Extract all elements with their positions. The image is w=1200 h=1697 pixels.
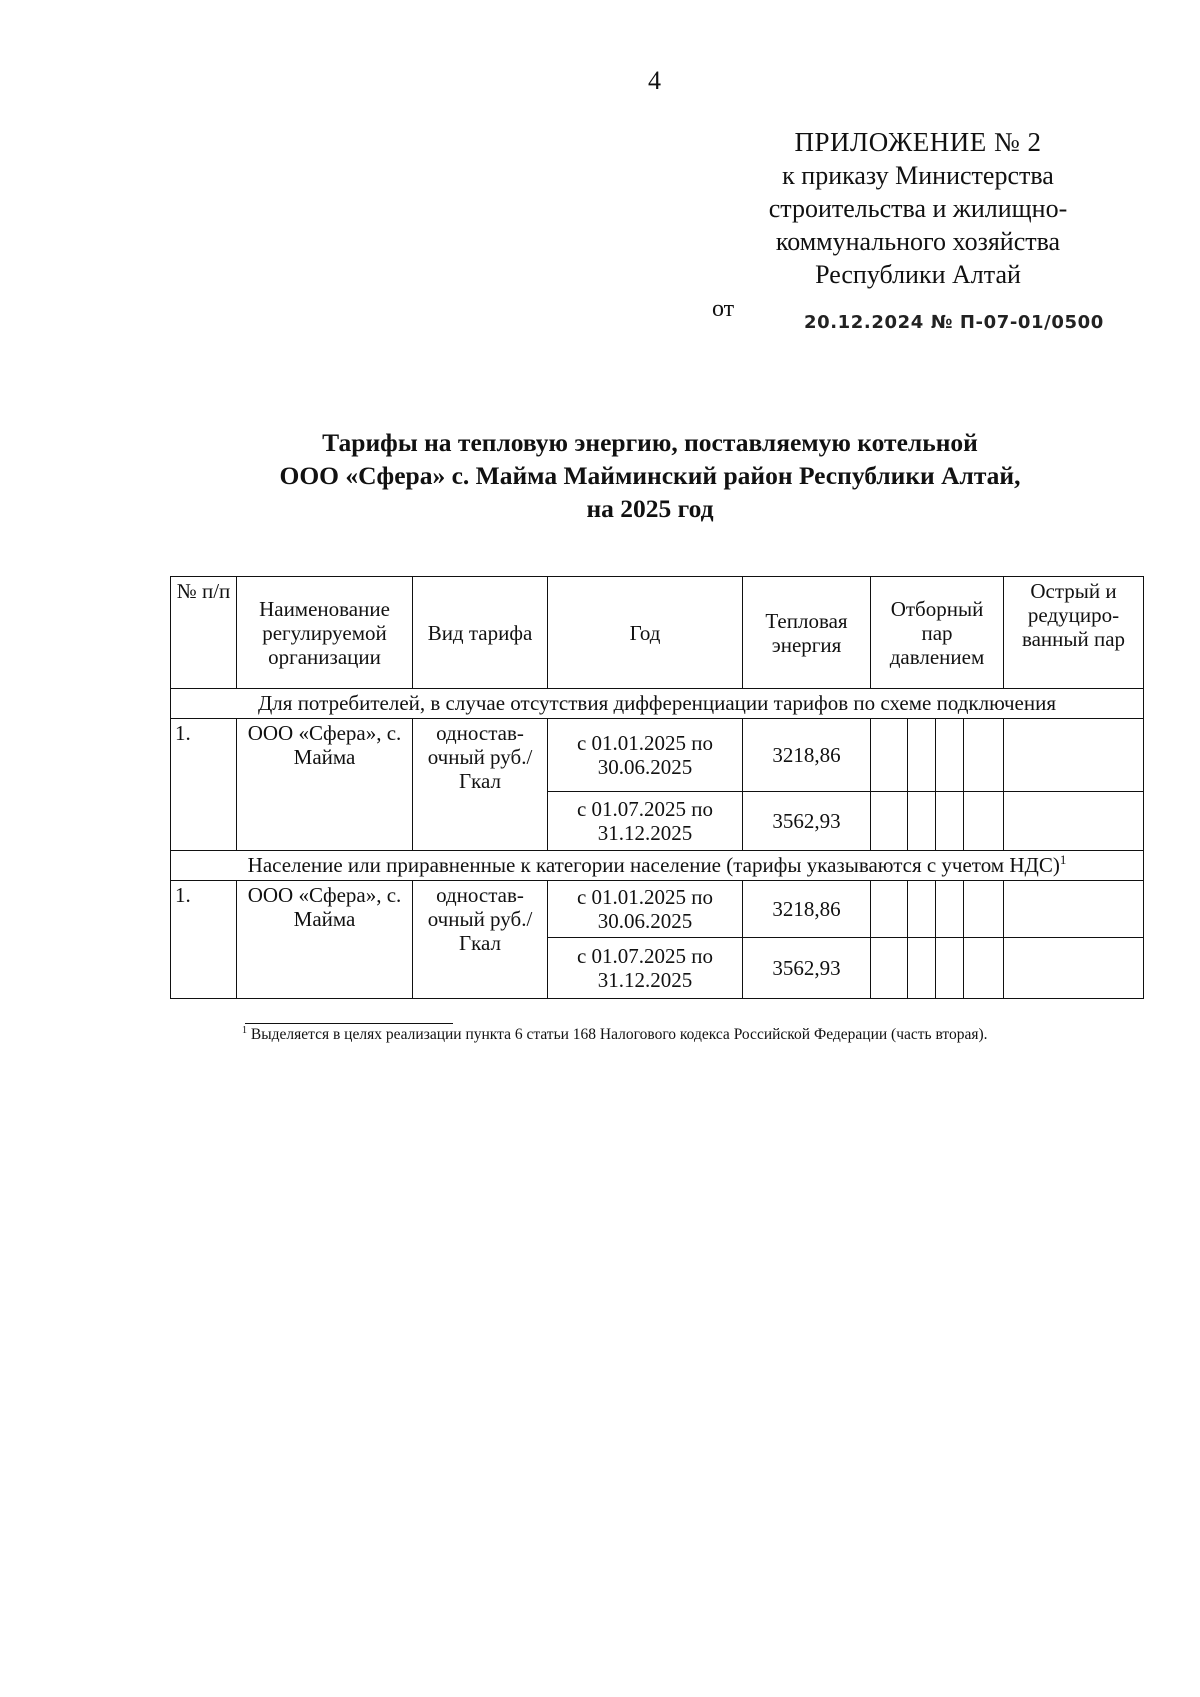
- table-row: [171, 719, 1144, 792]
- header-type: Вид тарифа: [413, 577, 548, 689]
- row-value: 3218,86: [743, 881, 871, 938]
- empty-cell: [871, 881, 908, 938]
- document-title: [170, 426, 1130, 525]
- page-number: 4: [648, 66, 661, 95]
- row-value: 3562,93: [743, 792, 871, 851]
- row-org: ООО «Сфера», с. Майма: [237, 881, 413, 999]
- empty-cell: [908, 719, 936, 792]
- empty-cell: [964, 792, 1004, 851]
- group-row: [171, 851, 1144, 881]
- footnote-divider: [245, 1023, 453, 1024]
- empty-cell: [964, 719, 1004, 792]
- row-num: 1.: [171, 719, 237, 851]
- row-type: одностав-очный руб./Гкал: [413, 881, 548, 999]
- empty-cell: [1004, 938, 1144, 999]
- row-type: одностав-очный руб./Гкал: [413, 719, 548, 851]
- group-title: [171, 851, 1144, 881]
- empty-cell: [1004, 719, 1144, 792]
- header-year: Год: [548, 577, 743, 689]
- row-value: 3562,93: [743, 938, 871, 999]
- header-num: № п/п: [171, 577, 237, 689]
- title-line-1: Тарифы на тепловую энергию, поставляемую котельной: [322, 428, 978, 457]
- appendix-block: [740, 126, 1096, 291]
- title-line-2: ООО «Сфера» с. Майма Майминский район Республики Алтай,: [279, 461, 1021, 490]
- group-footnote-mark: 1: [1059, 852, 1067, 867]
- empty-cell: [908, 938, 936, 999]
- header-org: Наименование регулируемой организации: [237, 577, 413, 689]
- empty-cell: [871, 719, 908, 792]
- footnote-text: Выделяется в целях реализации пункта 6 статьи 168 Налогового кодекса Российской Федерации (часть вторая).: [250, 1026, 988, 1043]
- group-title-text: Для потребителей, в случае отсутствия дифференциации тарифов по схеме подключения: [257, 691, 1057, 715]
- group-title: [171, 689, 1144, 719]
- empty-cell: [1004, 792, 1144, 851]
- appendix-line-3: строительства и жилищно-: [768, 194, 1068, 223]
- row-value: 3218,86: [743, 719, 871, 792]
- appendix-line-4: коммунального хозяйства: [775, 227, 1061, 256]
- header-steam-sharp: Острый и редуциро-ванный пар: [1004, 577, 1144, 689]
- empty-cell: [964, 881, 1004, 938]
- group-row: [171, 689, 1144, 719]
- row-period: с 01.07.2025 по 31.12.2025: [548, 792, 743, 851]
- header-steam-selected: Отборный пар давлением: [871, 577, 1004, 689]
- appendix-line-2: к приказу Министерства: [782, 161, 1054, 190]
- empty-cell: [936, 881, 964, 938]
- footnote: [242, 1026, 988, 1044]
- empty-cell: [871, 938, 908, 999]
- row-period: с 01.07.2025 по 31.12.2025: [548, 938, 743, 999]
- from-label: от: [712, 296, 735, 322]
- header-heat: Тепловая энергия: [743, 577, 871, 689]
- row-org: ООО «Сфера», с. Майма: [237, 719, 413, 851]
- order-number-stamp: 20.12.2024 № П-07-01/0500: [804, 312, 1104, 333]
- appendix-line-5: Республики Алтай: [815, 260, 1021, 289]
- empty-cell: [908, 881, 936, 938]
- group-title-text: Население или приравненные к категории население (тарифы указываются с учетом НДС): [247, 853, 1060, 877]
- empty-cell: [1004, 881, 1144, 938]
- footnote-mark: 1: [242, 1024, 247, 1036]
- empty-cell: [936, 938, 964, 999]
- table-header-row: [171, 577, 1144, 689]
- empty-cell: [871, 792, 908, 851]
- row-num: 1.: [171, 881, 237, 999]
- row-period: с 01.01.2025 по 30.06.2025: [548, 881, 743, 938]
- empty-cell: [964, 938, 1004, 999]
- empty-cell: [936, 719, 964, 792]
- row-period: с 01.01.2025 по 30.06.2025: [548, 719, 743, 792]
- title-line-3: на 2025 год: [586, 494, 714, 523]
- tariff-table: [170, 576, 1144, 999]
- table-row: [171, 881, 1144, 938]
- appendix-line-1: ПРИЛОЖЕНИЕ № 2: [794, 127, 1042, 157]
- empty-cell: [908, 792, 936, 851]
- empty-cell: [936, 792, 964, 851]
